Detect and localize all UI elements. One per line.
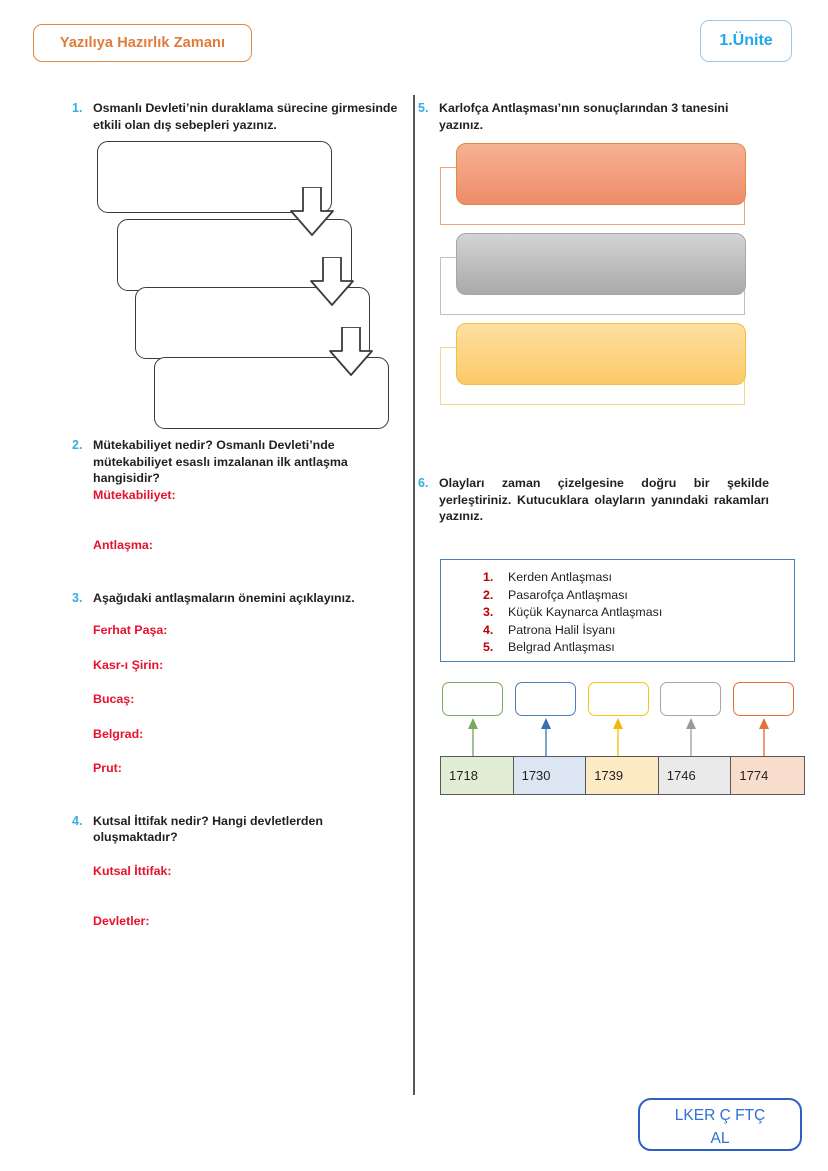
question-2-text: Mütekabiliyet nedir? Osmanlı Devleti’nde mütekabiliyet esaslı imzalanan ilk antlaşma hangisidir? — [93, 438, 348, 485]
question-5-number: 5. — [418, 101, 429, 115]
list-item — [441, 604, 794, 622]
timeline-year-label: 1774 — [739, 768, 769, 783]
timeline-answer-box-1[interactable] — [442, 682, 503, 716]
result-box-1[interactable] — [456, 143, 746, 205]
event-number: 1. — [483, 570, 494, 584]
question-2-answer-label-1: Mütekabiliyet: — [93, 487, 176, 502]
topic-badge-label: Yazılıya Hazırlık Zamanı — [59, 35, 226, 51]
timeline-arrow-icon-4 — [685, 716, 697, 756]
timeline-answer-box-5[interactable] — [733, 682, 794, 716]
timeline-year-label: 1746 — [666, 768, 696, 783]
event-number: 4. — [483, 622, 494, 637]
question-3-heading — [72, 590, 402, 607]
question-1-number: 1. — [72, 101, 83, 115]
question-3-answer-label-1: Ferhat Paşa: — [93, 623, 168, 637]
event-number: 2. — [483, 587, 494, 602]
timeline-year-label: 1739 — [594, 768, 624, 783]
topic-badge — [33, 24, 252, 62]
timeline-cell-5 — [731, 757, 804, 794]
question-6 — [418, 475, 808, 802]
timeline-answer-box-3[interactable] — [588, 682, 649, 716]
flowchart-arrow-1 — [290, 187, 334, 237]
question-4 — [72, 813, 402, 930]
question-3-answer-label-2: Kasr-ı Şirin: — [93, 657, 164, 672]
question-6-number: 6. — [418, 476, 429, 490]
timeline-arrow-icon-1 — [467, 716, 479, 756]
event-label: Pasarofça Antlaşması — [508, 587, 628, 602]
footer-logo-badge — [638, 1098, 802, 1151]
question-2-number: 2. — [72, 438, 83, 452]
question-2 — [72, 437, 402, 554]
timeline-year-label: 1718 — [449, 768, 478, 783]
question-5-heading — [418, 100, 808, 133]
question-3-answer-label-3: Bucaş: — [93, 692, 135, 706]
question-1-heading — [72, 100, 402, 133]
question-1 — [72, 100, 402, 409]
result-boxes-group — [440, 143, 808, 409]
timeline-cell-4 — [659, 757, 732, 794]
question-6-heading — [418, 475, 808, 541]
result-item-3 — [440, 323, 808, 409]
timeline-year-row — [440, 756, 805, 795]
event-label: Kerden Antlaşması — [508, 570, 613, 584]
result-box-3[interactable] — [456, 323, 746, 385]
list-item — [441, 587, 794, 605]
question-4-number: 4. — [72, 813, 83, 828]
question-3-answer-label-5: Prut: — [93, 761, 122, 775]
question-5 — [418, 100, 808, 409]
question-4-text: Kutsal İttifak nedir? Hangi devletlerden oluşmaktadır? — [93, 813, 323, 844]
timeline-cell-3 — [586, 757, 659, 794]
question-6-text: Olayları zaman çizelgesine doğru bir şekilde yerleştiriniz. Kutucuklara olayların yanındaki rakamları yazınız. — [439, 476, 769, 523]
question-4-heading — [72, 813, 402, 846]
footer-logo-line-1: LKER Ç FTÇ — [674, 1107, 766, 1124]
flowchart-arrow-3 — [329, 327, 373, 377]
question-2-answer-label-2: Antlaşma: — [93, 538, 153, 552]
timeline-arrow-icon-5 — [758, 716, 770, 756]
timeline-answer-box-2[interactable] — [515, 682, 576, 716]
timeline-cell-2 — [514, 757, 587, 794]
question-3-answer-label-4: Belgrad: — [93, 726, 144, 741]
result-item-2 — [440, 233, 808, 319]
right-column — [418, 100, 808, 802]
question-3-text: Aşağıdaki antlaşmaların önemini açıklayınız. — [93, 590, 355, 605]
unit-badge-label: 1.Ünite — [719, 32, 773, 49]
event-label: Belgrad Antlaşması — [508, 640, 615, 654]
footer-logo-line-2: AL — [710, 1130, 730, 1147]
event-label: Patrona Halil İsyanı — [508, 622, 616, 637]
unit-badge — [700, 20, 792, 62]
question-4-answer-label-2: Devletler: — [93, 914, 150, 928]
question-1-text: Osmanlı Devleti’nin duraklama sürecine girmesinde etkili olan dış sebepleri yazınız. — [93, 101, 398, 132]
column-divider — [413, 95, 415, 1095]
timeline-answer-box-4[interactable] — [660, 682, 721, 716]
question-2-heading — [72, 437, 402, 487]
flowchart-diagram — [72, 139, 402, 409]
timeline-arrow-icon-3 — [612, 716, 624, 756]
event-label: Küçük Kaynarca Antlaşması — [508, 605, 663, 619]
question-4-answer-label-1: Kutsal İttifak: — [93, 863, 172, 878]
event-number: 5. — [483, 640, 494, 654]
result-item-1 — [440, 143, 808, 229]
list-item — [441, 569, 794, 587]
flowchart-arrow-2 — [310, 257, 354, 307]
event-number: 3. — [483, 605, 494, 619]
timeline-year-label: 1730 — [521, 768, 551, 783]
left-column — [72, 100, 402, 930]
timeline-widget — [440, 682, 806, 802]
question-5-text: Karlofça Antlaşması’nın sonuçlarından 3 tanesini yazınız. — [439, 101, 729, 132]
list-item — [441, 622, 794, 640]
events-list-panel — [440, 559, 795, 662]
result-box-2[interactable] — [456, 233, 746, 295]
question-3 — [72, 590, 402, 777]
timeline-arrow-icon-2 — [540, 716, 552, 756]
question-3-number: 3. — [72, 590, 83, 605]
timeline-cell-1 — [441, 757, 514, 794]
list-item — [441, 639, 794, 657]
